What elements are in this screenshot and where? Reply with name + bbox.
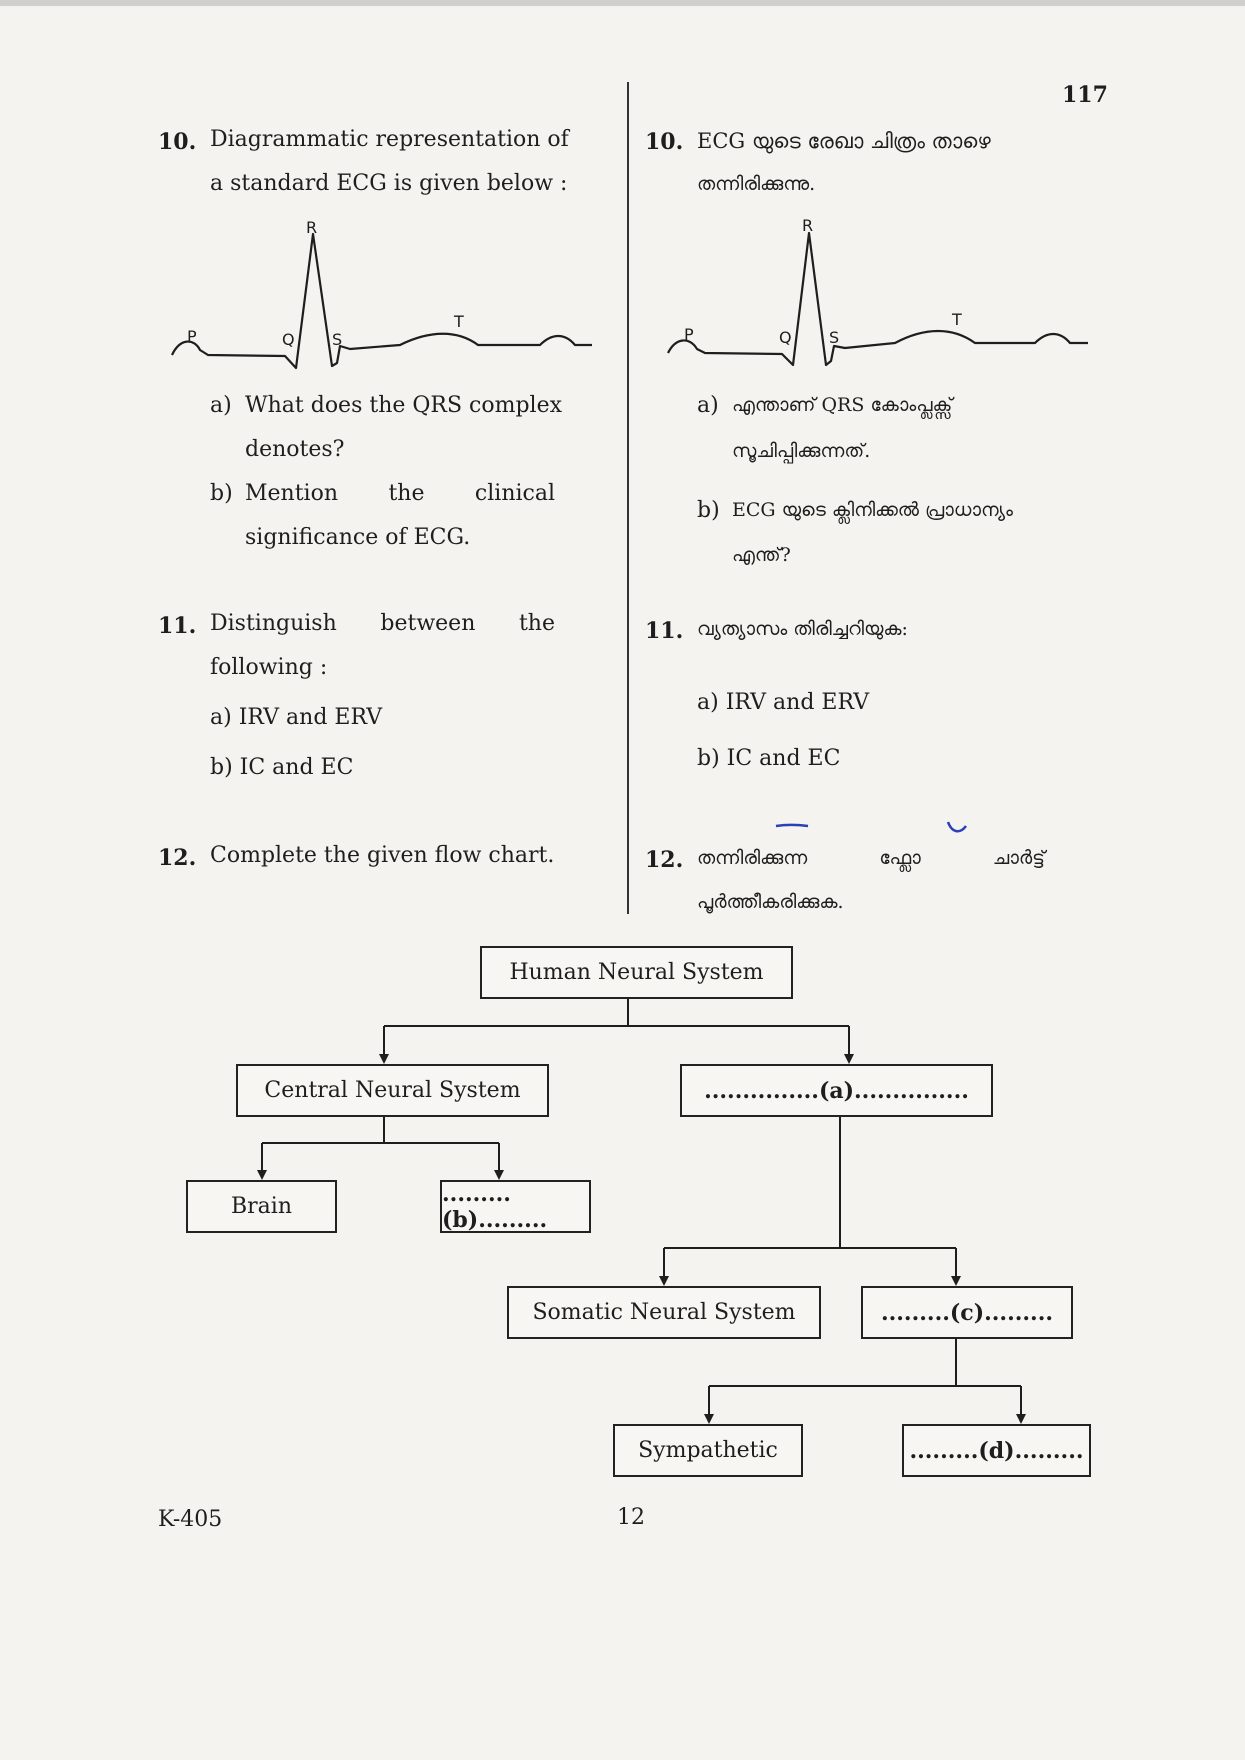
q10-number-ml: 10. [645, 129, 684, 155]
ecg-left-label-r: R [306, 218, 318, 237]
q10a-text-ml-line2: സൂചിപ്പിക്കുന്നത്. [732, 440, 871, 462]
q12-number-en: 12. [158, 845, 197, 871]
ecg-left-label-t: T [454, 312, 464, 331]
flow-box-somatic-neural-system: Somatic Neural System [507, 1286, 821, 1339]
q10a-text-ml-line1: എന്താണ് QRS കോംപ്ലക്സ് [732, 394, 953, 416]
q11-text-ml: വ്യത്യാസം തിരിച്ചറിയുക: [697, 618, 908, 640]
ecg-diagram-right [668, 233, 1088, 365]
q11-text-en-line2: following : [210, 655, 328, 680]
flow-box-blank-d: .........(d)......... [902, 1424, 1091, 1477]
ecg-right-label-s: S [829, 328, 840, 347]
q12-ml-word3: ചാർട്ട് [992, 847, 1045, 869]
q12-number-ml: 12. [645, 847, 684, 873]
flow-box-human-neural-system: Human Neural System [480, 946, 793, 999]
q11-number-en: 11. [158, 613, 197, 639]
q10a-text-en-line1: What does the QRS complex [245, 393, 563, 418]
flow-box-central-neural-system: Central Neural System [236, 1064, 549, 1117]
q11a-en: a) IRV and ERV [210, 705, 383, 730]
q11-number-ml: 11. [645, 618, 684, 644]
flowchart-connectors [262, 998, 1021, 1416]
q10-text-ml-line1: ECG യുടെ രേഖാ ചിത്രം താഴെ [697, 129, 991, 153]
footer-page-number: 12 [617, 1505, 645, 1530]
q10a-text-en-line2: denotes? [245, 437, 345, 462]
ecg-right-label-p: P [684, 325, 694, 344]
q11-word2: between [380, 611, 476, 636]
footer-code: K-405 [158, 1507, 223, 1532]
q11-word3: the [518, 611, 555, 636]
q12-ml-word1: തന്നിരിക്കുന്ന [697, 847, 808, 869]
q11a-ml: a) IRV and ERV [697, 690, 870, 715]
q10a-label-ml: a) [697, 393, 719, 418]
ecg-left-label-q: Q [282, 330, 295, 349]
scan-edge [0, 0, 1245, 6]
q10b-word3: clinical [474, 481, 555, 506]
q11-word1: Distinguish [210, 611, 337, 636]
q10-text-en-line1: Diagrammatic representation of [210, 127, 569, 152]
q12-text-ml-line1 [697, 849, 1045, 868]
q12-text-en: Complete the given flow chart. [210, 843, 555, 868]
q10b-text-en-line2: significance of ECG. [245, 525, 471, 550]
q10b-label-ml: b) [697, 498, 720, 523]
q10-text-en-line2: a standard ECG is given below : [210, 171, 568, 196]
page-number-top: 117 [1062, 82, 1108, 108]
q10b-text-ml-line2: എന്ത്? [732, 544, 791, 566]
q12-ml-word2: ഫ്ലോ [879, 847, 921, 869]
flow-box-brain: Brain [186, 1180, 337, 1233]
ecg-right-label-q: Q [779, 328, 792, 347]
flow-box-blank-c: .........(c)......... [861, 1286, 1073, 1339]
column-divider [627, 82, 629, 914]
flow-box-blank-b: .........(b)......... [440, 1180, 591, 1233]
q10-number-en: 10. [158, 129, 197, 155]
ecg-right-label-t: T [952, 310, 962, 329]
q11b-en: b) IC and EC [210, 755, 354, 780]
q11-text-en-line1 [210, 613, 555, 635]
ecg-right-label-r: R [802, 216, 814, 235]
ecg-diagram-left [172, 234, 592, 368]
q11b-ml: b) IC and EC [697, 746, 841, 771]
q10b-word2: the [388, 481, 425, 506]
q10b-word1: Mention [245, 481, 339, 506]
q10b-text-ml-line1: ECG യുടെ ക്ലിനിക്കൽ പ്രാധാന്യം [732, 499, 1013, 521]
flow-box-sympathetic: Sympathetic [613, 1424, 803, 1477]
q10b-label-en: b) [210, 481, 233, 506]
flow-box-blank-a: ...............(a)............... [680, 1064, 993, 1117]
ecg-left-label-s: S [332, 330, 343, 349]
q10b-text-en-line1 [245, 483, 555, 505]
q10a-label-en: a) [210, 393, 232, 418]
q12-text-ml-line2: പൂർത്തീകരിക്കുക. [697, 891, 844, 913]
q10-text-ml-line2: തന്നിരിക്കുന്നു. [697, 173, 816, 195]
ecg-left-label-p: P [187, 327, 197, 346]
